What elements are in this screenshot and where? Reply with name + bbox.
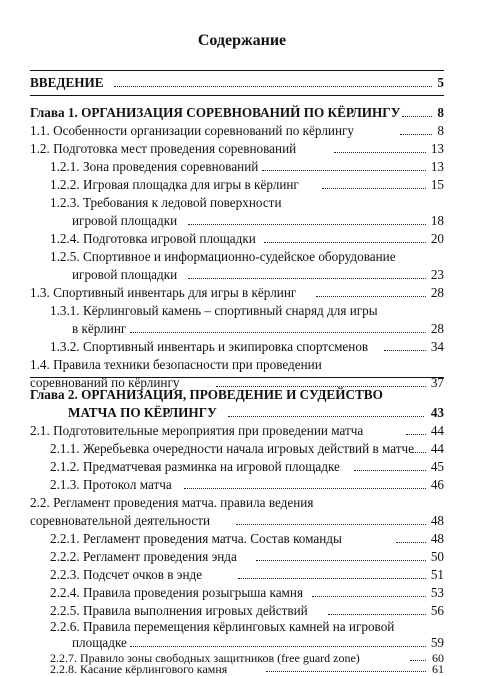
page-number: 48 <box>430 531 444 546</box>
entry-title: 1.2. Подготовка мест проведения соревнований <box>30 141 297 156</box>
entry-title: 2.1.1. Жеребьевка очередности начала игровых действий в матче <box>50 441 415 456</box>
toc-entry-1-2-5-cont[interactable] <box>72 266 444 284</box>
leader-dots <box>262 170 426 171</box>
page-number: 8 <box>437 105 444 120</box>
page-title: Содержание <box>197 32 287 49</box>
toc-entry-chapter-1[interactable] <box>30 104 444 122</box>
leader-dots <box>236 524 426 525</box>
toc-entry-1-1[interactable] <box>30 122 444 140</box>
page-number: 43 <box>430 405 444 420</box>
leader-dots <box>410 660 426 661</box>
entry-title: 1.3.2. Спортивный инвентарь и экипировка спортсменов <box>50 339 369 354</box>
entry-title-cont: МАТЧА ПО КЁРЛИНГУ <box>68 405 217 420</box>
leader-dots <box>334 152 426 153</box>
leader-dots <box>266 671 426 672</box>
page-number: 28 <box>430 321 444 336</box>
entry-title: Глава 1. ОРГАНИЗАЦИЯ СОРЕВНОВАНИЙ ПО КЁРЛИНГУ <box>30 105 401 120</box>
toc-entry-chapter-2[interactable] <box>30 386 444 404</box>
page-number: 23 <box>430 267 444 282</box>
page-number: 45 <box>430 459 444 474</box>
entry-title-cont: соревновательной деятельности <box>30 513 211 528</box>
entry-title-cont: соревнований по кёрлингу <box>30 375 180 390</box>
entry-title: 2.2. Регламент проведения матча. правила ведения <box>30 495 314 510</box>
leader-dots <box>322 188 426 189</box>
divider <box>30 70 444 71</box>
entry-title-cont: игровой площадки <box>72 213 178 228</box>
leader-dots <box>238 578 426 579</box>
entry-title-cont: площадке <box>72 635 127 650</box>
entry-title: 2.2.2. Регламент проведения энда <box>50 549 237 564</box>
leader-dots <box>384 350 426 351</box>
toc-entry-1-3[interactable] <box>30 284 444 302</box>
leader-dots <box>328 614 426 615</box>
entry-title: 2.2.8. Касание кёрлингового камня <box>50 662 228 676</box>
entry-title: 1.2.4. Подготовка игровой площадки <box>50 231 256 246</box>
entry-title-cont: игровой площадки <box>72 267 178 282</box>
page-number: 20 <box>430 231 444 246</box>
page-number: 60 <box>432 651 444 665</box>
entry-title: 1.3. Спортивный инвентарь для игры в кёрлинг <box>30 285 297 300</box>
toc-entry-1-2-1[interactable] <box>50 158 444 176</box>
leader-dots <box>312 596 426 597</box>
page-number: 34 <box>430 339 444 354</box>
toc-entry-introduction[interactable] <box>30 74 444 92</box>
leader-dots <box>188 224 426 225</box>
toc-entry-2-2-4[interactable] <box>50 584 444 602</box>
toc-entry-2-2[interactable] <box>30 494 444 512</box>
divider <box>30 95 444 96</box>
toc-entry-2-1[interactable] <box>30 422 444 440</box>
toc-entry-2-2-8[interactable] <box>50 663 444 675</box>
toc-entry-2-1-2[interactable] <box>50 458 444 476</box>
page-number: 28 <box>430 285 444 300</box>
page-number: 48 <box>430 513 444 528</box>
entry-title: 2.1.3. Протокол матча <box>50 477 172 492</box>
toc-entry-1-2-2[interactable] <box>50 176 444 194</box>
leader-dots <box>256 560 426 561</box>
toc-entry-1-4[interactable] <box>30 356 444 374</box>
page-number: 15 <box>430 177 444 192</box>
entry-title: 1.3.1. Кёрлинговый камень – спортивный снаряд для игры <box>50 303 378 318</box>
page-number: 37 <box>430 375 444 390</box>
leader-dots <box>316 296 426 297</box>
leader-dots <box>228 416 424 417</box>
leader-dots <box>400 134 432 135</box>
entry-title: 2.1. Подготовительные мероприятия при проведении матча <box>30 423 364 438</box>
page-number: 51 <box>430 567 444 582</box>
toc-entry-2-2-cont[interactable] <box>30 512 444 530</box>
toc-entry-chapter-2-cont[interactable] <box>68 404 444 422</box>
entry-title: 1.2.1. Зона проведения соревнований <box>50 159 259 174</box>
page-number: 59 <box>430 635 444 650</box>
entry-title: 1.1. Особенности организации соревнований по кёрлингу <box>30 123 355 138</box>
toc-entry-1-3-2[interactable] <box>50 338 444 356</box>
toc-entry-2-2-3[interactable] <box>50 566 444 584</box>
leader-dots <box>402 116 432 117</box>
entry-title: ВВЕДЕНИЕ <box>30 75 104 90</box>
leader-dots <box>354 470 426 471</box>
entry-title-cont: в кёрлинг <box>72 321 127 336</box>
entry-title: 1.2.5. Спортивное и информационно-судейское оборудование <box>50 249 396 264</box>
leader-dots <box>396 542 426 543</box>
leader-dots <box>188 278 426 279</box>
toc-entry-1-2-3[interactable] <box>50 194 444 212</box>
toc-entry-1-2[interactable] <box>30 140 444 158</box>
page-number: 44 <box>430 423 444 438</box>
entry-title: 2.2.7. Правило зоны свободных защитников (free guard zone) <box>50 651 360 665</box>
toc-entry-2-2-1[interactable] <box>50 530 444 548</box>
page-number: 8 <box>437 123 444 138</box>
toc-entry-2-1-1[interactable] <box>50 440 444 458</box>
entry-title: 2.2.5. Правила выполнения игровых действий <box>50 603 308 618</box>
entry-title: 1.2.3. Требования к ледовой поверхности <box>50 195 282 210</box>
entry-title: 2.1.2. Предматчевая разминка на игровой площадке <box>50 459 340 474</box>
leader-dots <box>412 452 426 453</box>
page-number: 61 <box>432 662 444 676</box>
entry-title: 2.2.6. Правила перемещения кёрлинговых камней на игровой <box>50 619 395 634</box>
page-number: 50 <box>430 549 444 564</box>
leader-dots <box>406 434 426 435</box>
entry-title: 1.4. Правила техники безопасности при проведении <box>30 357 322 372</box>
entry-title: 2.2.4. Правила проведения розыгрыша камня <box>50 585 304 600</box>
toc-entry-2-2-2[interactable] <box>50 548 444 566</box>
leader-dots <box>184 488 426 489</box>
page-number: 13 <box>430 159 444 174</box>
toc-entry-2-1-3[interactable] <box>50 476 444 494</box>
entry-title: 2.2.1. Регламент проведения матча. Состав команды <box>50 531 342 546</box>
entry-title: 1.2.2. Игровая площадка для игры в кёрлинг <box>50 177 299 192</box>
page-number: 18 <box>430 213 444 228</box>
leader-dots <box>114 86 432 87</box>
toc-entry-1-2-3-cont[interactable] <box>72 212 444 230</box>
page-number: 44 <box>430 441 444 456</box>
toc-entry-1-2-5[interactable] <box>50 248 444 266</box>
page-number: 56 <box>430 603 444 618</box>
toc-entry-1-3-1-cont[interactable] <box>72 320 444 338</box>
entry-title: Глава 2. ОРГАНИЗАЦИЯ, ПРОВЕДЕНИЕ И СУДЕЙСТВО <box>30 387 383 402</box>
entry-title: 2.2.3. Подсчет очков в энде <box>50 567 203 582</box>
toc-entry-1-3-1[interactable] <box>50 302 444 320</box>
page-number: 46 <box>430 477 444 492</box>
leader-dots <box>264 242 426 243</box>
page-number: 5 <box>437 75 444 90</box>
page-number: 53 <box>430 585 444 600</box>
leader-dots <box>130 332 426 333</box>
toc-entry-1-2-4[interactable] <box>50 230 444 248</box>
page-number: 13 <box>430 141 444 156</box>
